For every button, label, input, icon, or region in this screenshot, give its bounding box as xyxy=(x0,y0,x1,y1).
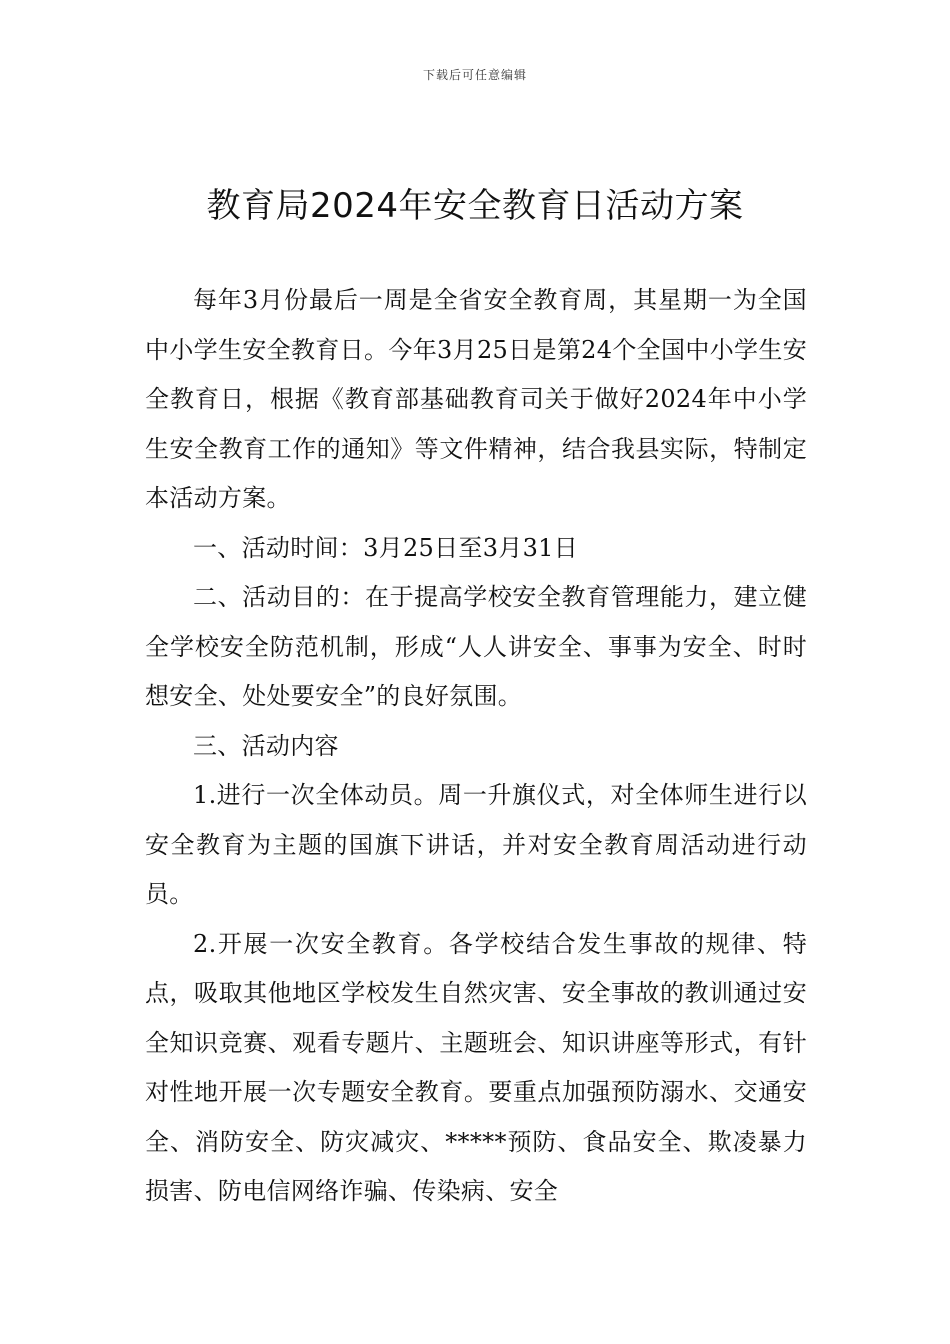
paragraph-activity-content-heading: 三、活动内容 xyxy=(193,731,339,760)
paragraph-item-2: 2.开展一次安全教育。各学校结合发生事故的规律、特点，吸取其他地区学校发生自然灾害、安全事故的教训通过安全知识竞赛、观看专题片、主题班会、知识讲座等形式，有针对性地开展一次专题安全教育。要重点加强预防溺水、交通安全、消防安全、防灾减灾、*****预防、食品安全、欺凌暴力损害、防电信网络诈骗、传染病、安全 xyxy=(145,929,807,1205)
document-title: 教育局2024年安全教育日活动方案 xyxy=(206,186,744,226)
paragraph-intro: 每年3月份最后一周是全省安全教育周，其星期一为全国中小学生安全教育日。今年3月25日是第24个全国中小学生安全教育日，根据《教育部基础教育司关于做好2024年中小学生安全教育工作的通知》等文件精神，结合我县实际，特制定本活动方案。 xyxy=(145,286,807,512)
paragraph-activity-time: 一、活动时间：3月25日至3月31日 xyxy=(193,533,579,562)
document-body xyxy=(145,276,807,1217)
paragraph-activity-purpose: 二、活动目的：在于提高学校安全教育管理能力，建立健全学校安全防范机制，形成“人人讲安全、事事为安全、时时想安全、处处要安全”的良好氛围。 xyxy=(145,583,807,710)
paragraph-item-1: 1.进行一次全体动员。周一升旗仪式，对全体师生进行以安全教育为主题的国旗下讲话，并对安全教育周活动进行动员。 xyxy=(145,781,807,908)
header-note: 下载后可任意编辑 xyxy=(422,68,527,82)
